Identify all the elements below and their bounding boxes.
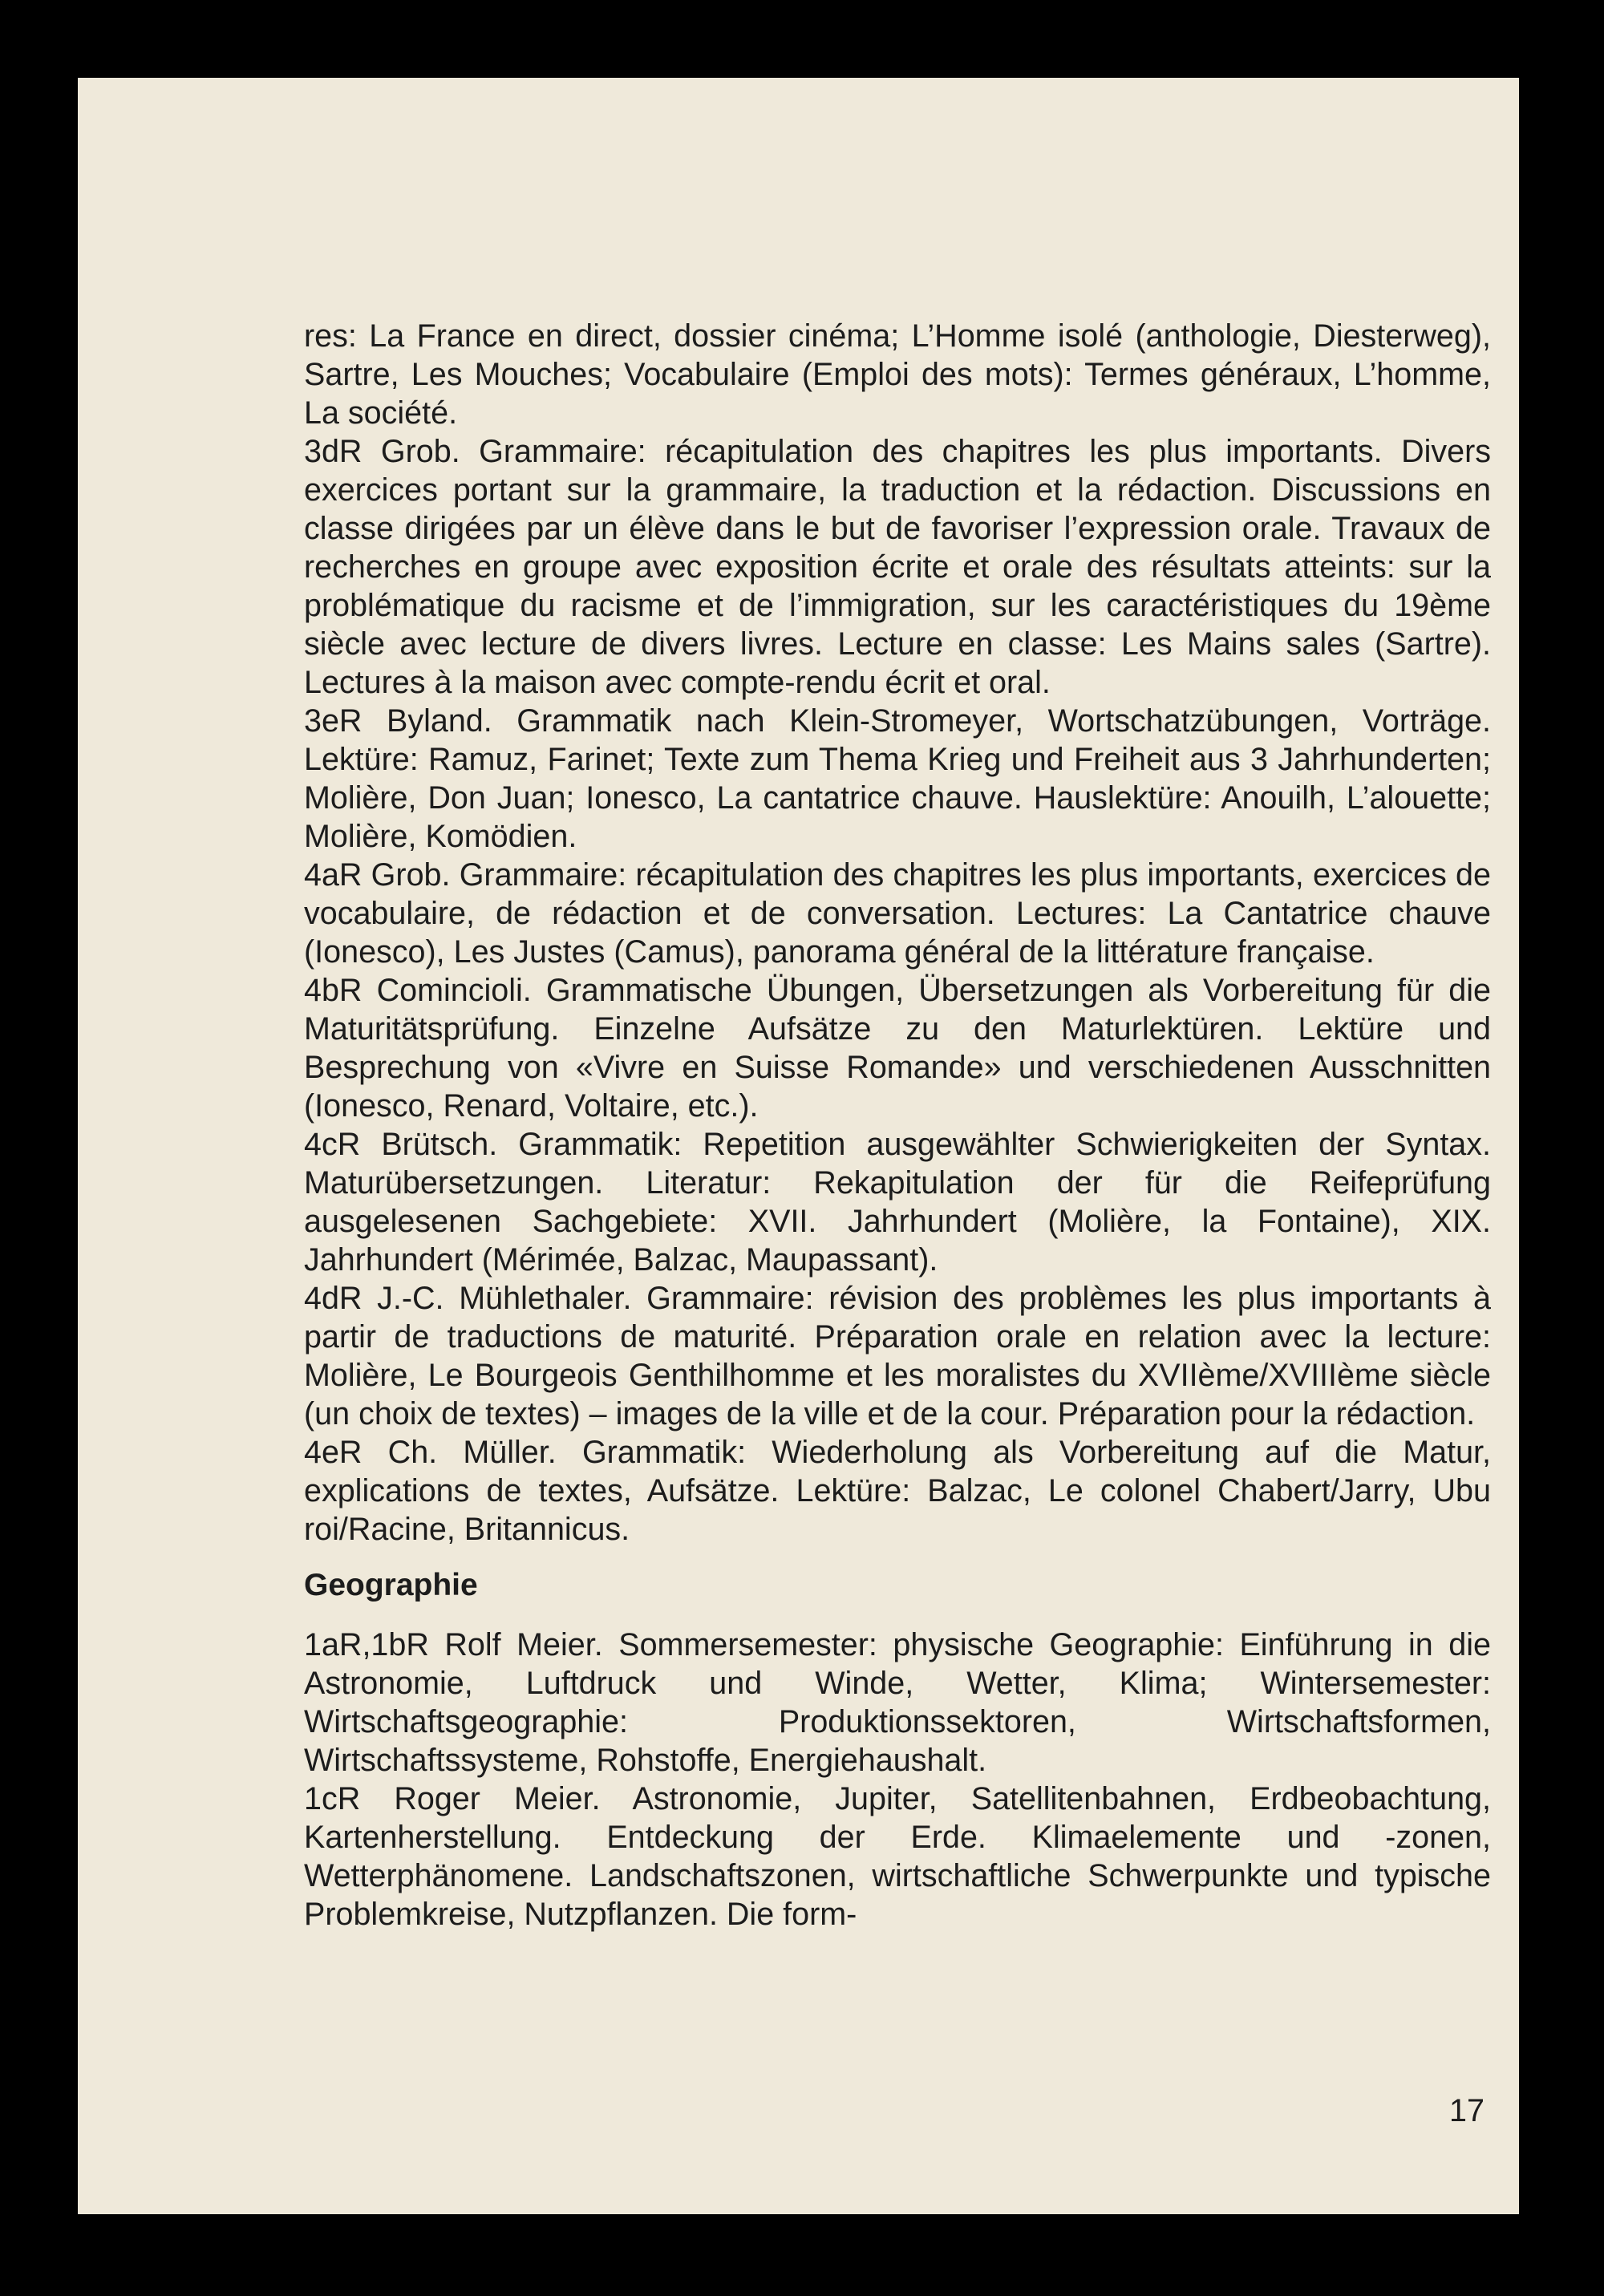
text-column (304, 317, 1491, 1934)
paragraph-4eR: 4eR Ch. Müller. Grammatik: Wiederholung als Vorbereitung auf die Matur, explications de textes, Aufsätze. Lektüre: Balzac, Le colonel Chabert/Jarry, Ubu roi/Racine, Britannicus. (304, 1435, 1491, 1547)
paragraph-french-anthology: res: La France en direct, dossier cinéma; L’Homme isolé (anthologie, Diesterweg), Sartre, Les Mouches; Vocabulaire (Emploi des mots): Termes généraux, L’homme, La société. (304, 318, 1491, 431)
paragraph-4cR: 4cR Brütsch. Grammatik: Repetition ausgewählter Schwierigkeiten der Syntax. Maturübersetzungen. Literatur: Rekapitulation der für die Reifeprüfung ausgelesenen Sachgebiete: XVII. Jahrhundert (Molière, la Fontaine), XIX. Jahrhundert (Mérimée, Balzac, Maupassant). (304, 1127, 1491, 1278)
paragraph-4dR: 4dR J.-C. Mühlethaler. Grammaire: révision des problèmes les plus importants à partir de traductions de maturité. Préparation orale en relation avec la lecture: Molière, Le Bourgeois Genthilhomme et les moralistes du XVIIème/XVIIIème siècle (un choix de textes) – images de la ville et de la cour. Préparation pour la rédaction. (304, 1281, 1491, 1431)
paragraph-1aR-1bR: 1aR,1bR Rolf Meier. Sommersemester: physische Geographie: Einführung in die Astronomie, Luftdruck und Winde, Wetter, Klima; Wintersemester: Wirtschaftsgeographie: Produktionssektoren, Wirtschaftsformen, Wirtschaftssysteme, Rohstoffe, Energiehaushalt. (304, 1627, 1491, 1778)
paragraph-4aR: 4aR Grob. Grammaire: récapitulation des chapitres les plus importants, exercices de vocabulaire, de rédaction et de conversation. Lectures: La Cantatrice chauve (Ionesco), Les Justes (Camus), panorama général de la littérature française. (304, 857, 1491, 970)
document-page (78, 78, 1519, 2214)
paragraph-4bR: 4bR Comincioli. Grammatische Übungen, Übersetzungen als Vorbereitung für die Maturitätsprüfung. Einzelne Aufsätze zu den Maturlektüren. Lektüre und Besprechung von «Vivre en Suisse Romande» und verschiedenen Ausschnitten (Ionesco, Renard, Voltaire, etc.). (304, 973, 1491, 1124)
paragraph-3eR: 3eR Byland. Grammatik nach Klein-Stromeyer, Wortschatzübungen, Vorträge. Lektüre: Ramuz, Farinet; Texte zum Thema Krieg und Freiheit aus 3 Jahrhunderten; Molière, Don Juan; Ionesco, La cantatrice chauve. Hauslektüre: Anouilh, L’alouette; Molière, Komödien. (304, 703, 1491, 854)
page-number: 17 (1449, 2093, 1485, 2128)
paragraph-3dR: 3dR Grob. Grammaire: récapitulation des chapitres les plus importants. Divers exercices portant sur la grammaire, la traduction et la rédaction. Discussions en classe dirigées par un élève dans le but de favoriser l’expression orale. Travaux de recherches en groupe avec exposition écrite et orale des résultats atteints: sur la problématique du racisme et de l’immigration, sur les caractéristiques du 19ème siècle avec lecture de divers livres. Lecture en classe: Les Mains sales (Sartre). Lectures à la maison avec compte-rendu écrit et oral. (304, 434, 1491, 700)
section-heading-geographie: Geographie (304, 1568, 478, 1602)
paragraph-1cR: 1cR Roger Meier. Astronomie, Jupiter, Satellitenbahnen, Erdbeobachtung, Kartenherstellung. Entdeckung der Erde. Klimaelemente und -zonen, Wetterphänomene. Landschaftszonen, wirtschaftliche Schwerpunkte und typische Problemkreise, Nutzpflanzen. Die form- (304, 1781, 1491, 1932)
